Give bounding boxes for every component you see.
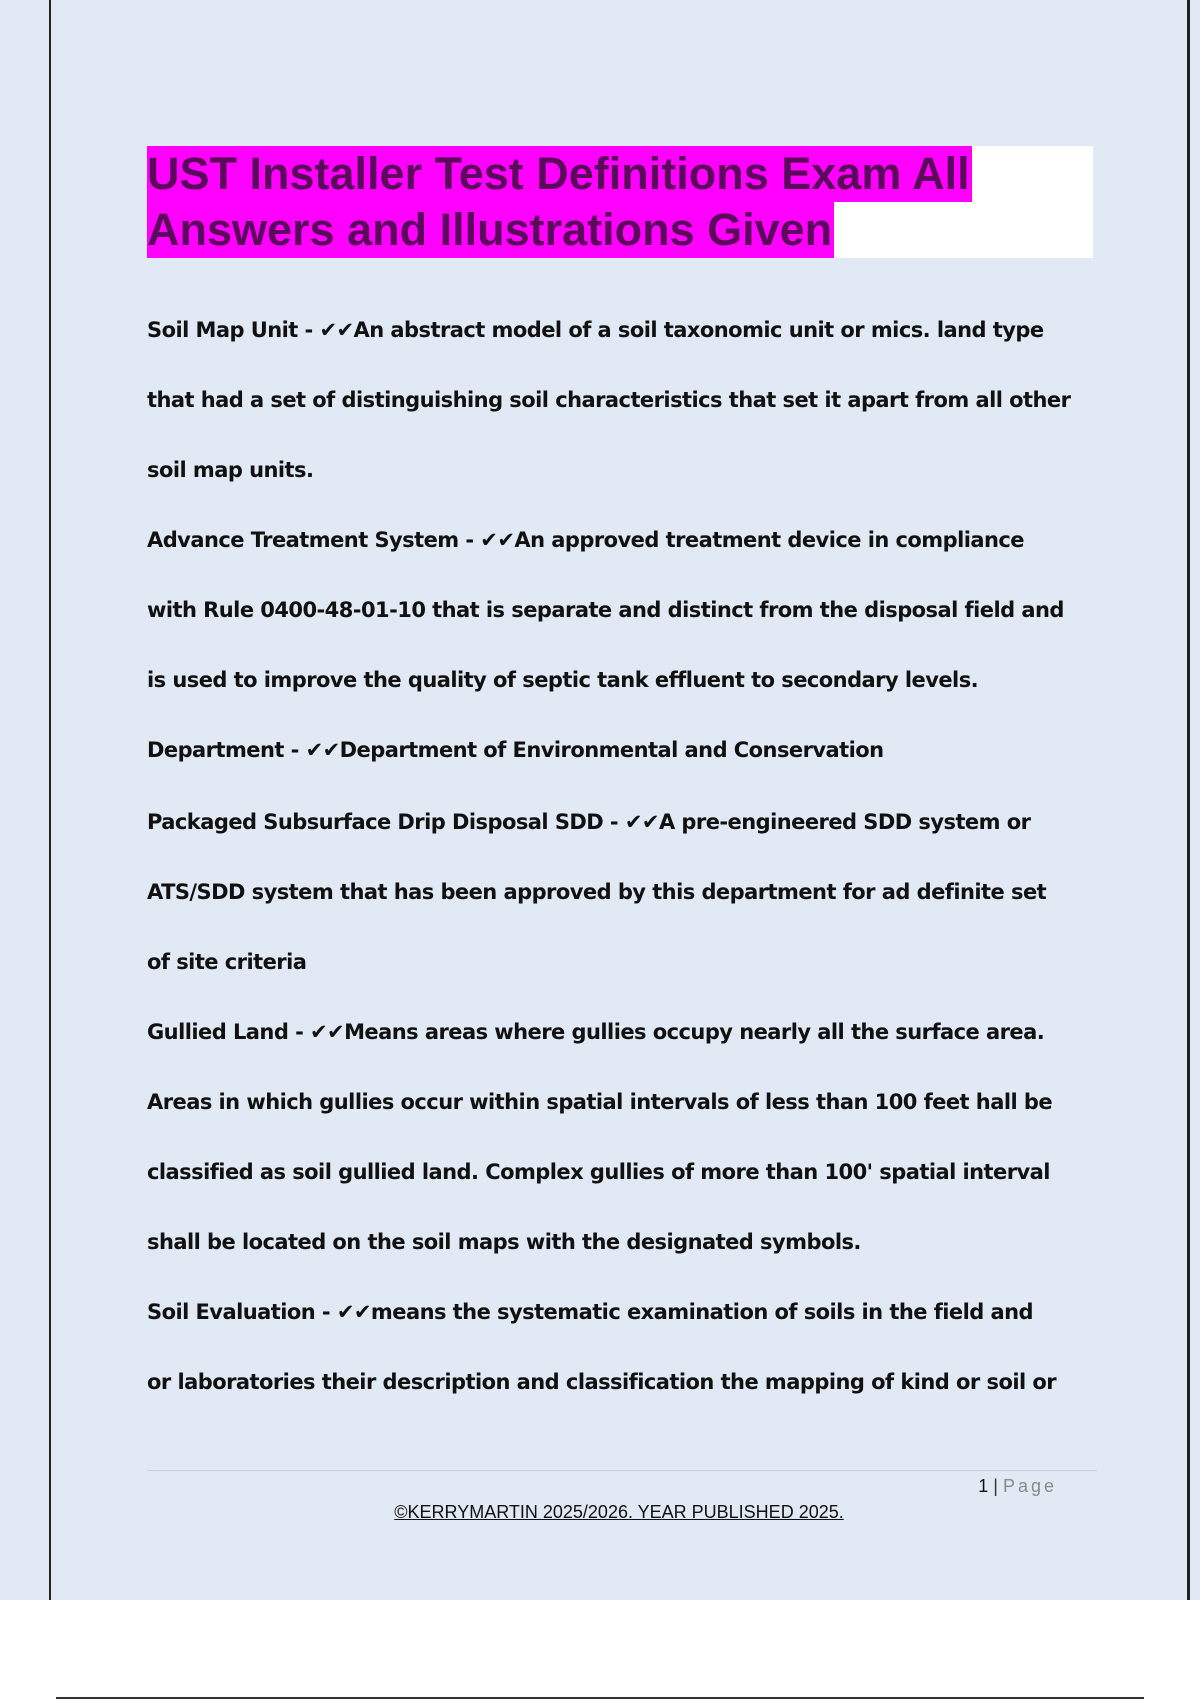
body-line: Soil Map Unit - ✔✔An abstract model of a soil taxonomic unit or mics. land type — [147, 318, 1044, 342]
document-title-line-2: Answers and Illustrations Given — [147, 202, 834, 258]
body-line: classified as soil gullied land. Complex gullies of more than 100' spatial interval — [147, 1160, 1050, 1184]
body-line: Advance Treatment System - ✔✔An approved treatment device in compliance — [147, 528, 1025, 552]
body-line: with Rule 0400-48-01-10 that is separate and distinct from the disposal field and — [147, 598, 1064, 622]
body-line: is used to improve the quality of septic tank effluent to secondary levels. — [147, 668, 979, 692]
page-number — [978, 1476, 1057, 1497]
body-line: of site criteria — [147, 950, 307, 974]
body-line: that had a set of distinguishing soil characteristics that set it apart from all other — [147, 388, 1071, 412]
body-line: Gullied Land - ✔✔Means areas where gullies occupy nearly all the surface area. — [147, 1020, 1045, 1044]
body-line: Areas in which gullies occur within spatial intervals of less than 100 feet hall be — [147, 1090, 1053, 1114]
footer-divider — [147, 1470, 1097, 1471]
page-number-value: 1 — [978, 1476, 989, 1496]
body-line: or laboratories their description and classification the mapping of kind or soil or — [147, 1370, 1057, 1394]
document-title-line-1: UST Installer Test Definitions Exam All — [147, 146, 972, 202]
body-line: Packaged Subsurface Drip Disposal SDD - ✔✔A pre-engineered SDD system or — [147, 810, 1031, 834]
document-page — [49, 0, 1190, 1600]
copyright-notice: ©KERRYMARTIN 2025/2026. YEAR PUBLISHED 2025. — [394, 1502, 844, 1522]
body-line: Department - ✔✔Department of Environmental and Conservation — [147, 738, 884, 762]
body-line: shall be located on the soil maps with the designated symbols. — [147, 1230, 861, 1254]
title-block — [147, 146, 1093, 258]
bottom-divider — [56, 1697, 1144, 1699]
body-line: soil map units. — [147, 458, 314, 482]
body-line: Soil Evaluation - ✔✔means the systematic examination of soils in the field and — [147, 1300, 1034, 1324]
page-number-separator: | — [993, 1476, 998, 1496]
body-line: ATS/SDD system that has been approved by this department for ad definite set — [147, 880, 1047, 904]
definitions-body — [147, 318, 1147, 1440]
page-word: Page — [1002, 1476, 1057, 1496]
